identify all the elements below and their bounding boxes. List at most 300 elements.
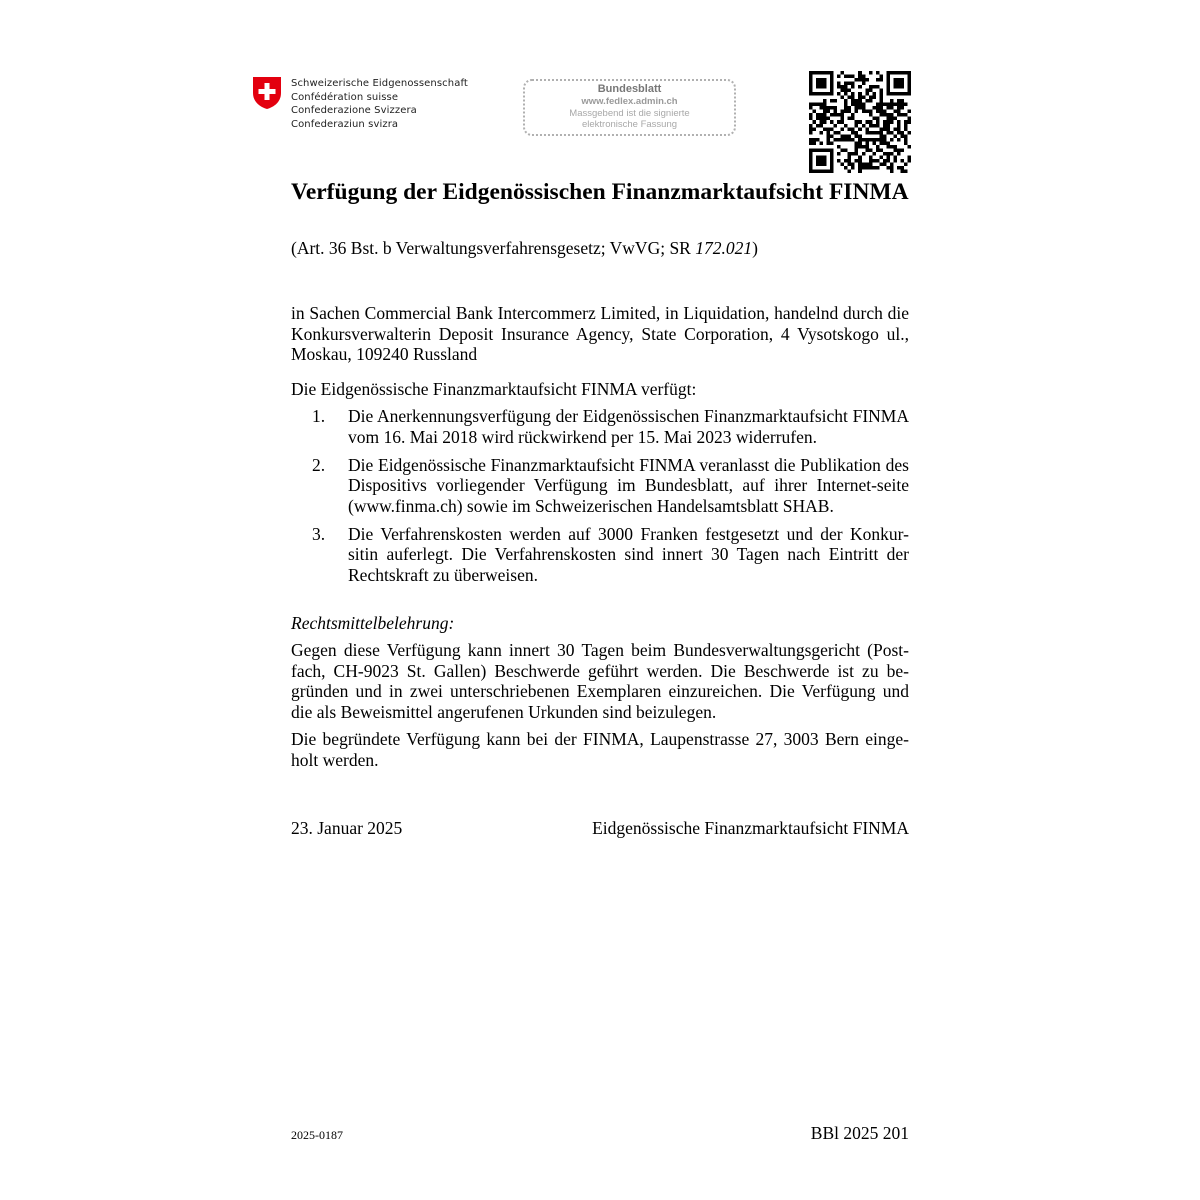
qr-module: [837, 82, 841, 86]
qr-module: [865, 141, 869, 145]
qr-module: [865, 148, 869, 152]
qr-module: [886, 89, 890, 93]
qr-module: [841, 96, 845, 100]
qr-module: [848, 117, 852, 121]
qr-module: [900, 113, 904, 117]
qr-module: [851, 99, 855, 103]
qr-module: [858, 166, 862, 170]
qr-module: [823, 169, 827, 173]
qr-module: [897, 92, 901, 96]
begruendung-paragraph: Die begründete Verfügung kann bei der FINMA, Laupenstrasse 27, 3003 Bern einge-holt werden.: [291, 729, 909, 770]
qr-module: [869, 162, 873, 166]
qr-module: [844, 99, 848, 103]
item-text: Die Verfahrenskosten werden auf 3000 Franken festgesetzt und der Konkur-sitin auferlegt. Die Verfahrenskosten sind innert 30 Tagen nach Eintritt der Rechtskraft zu überweisen.: [348, 523, 909, 585]
qr-module: [851, 103, 855, 107]
qr-module: [834, 113, 838, 117]
qr-module: [823, 82, 827, 86]
qr-module: [897, 82, 901, 86]
qr-module: [865, 131, 869, 135]
qr-module: [858, 127, 862, 131]
qr-module: [827, 71, 831, 75]
qr-module: [869, 159, 873, 163]
qr-module: [869, 99, 873, 103]
qr-module: [858, 106, 862, 110]
qr-module: [834, 99, 838, 103]
qr-module: [879, 127, 883, 131]
qr-code-icon: [809, 71, 911, 173]
qr-module: [869, 131, 873, 135]
qr-module: [900, 166, 904, 170]
qr-module: [858, 169, 862, 173]
qr-module: [858, 85, 862, 89]
qr-module: [897, 152, 901, 156]
qr-module: [837, 152, 841, 156]
qr-module: [809, 152, 813, 156]
qr-module: [907, 89, 911, 93]
qr-module: [858, 96, 862, 100]
qr-module: [809, 75, 813, 79]
bundesblatt-stamp: [523, 79, 736, 136]
list-item: [291, 455, 909, 517]
qr-module: [865, 78, 869, 82]
qr-module: [809, 113, 813, 117]
qr-module: [851, 75, 855, 79]
item-number: 3.: [312, 523, 326, 544]
qr-module: [886, 127, 890, 131]
qr-module: [834, 106, 838, 110]
qr-module: [855, 152, 859, 156]
qr-module: [904, 120, 908, 124]
qr-module: [862, 162, 866, 166]
qr-module: [823, 78, 827, 82]
qr-module: [886, 113, 890, 117]
qr-module: [858, 92, 862, 96]
qr-module: [904, 134, 908, 138]
decree-intro: Die Eidgenössische Finanzmarktaufsicht FINMA verfügt:: [291, 379, 697, 399]
qr-module: [879, 113, 883, 117]
qr-module: [862, 106, 866, 110]
qr-module: [830, 99, 834, 103]
qr-module: [876, 138, 880, 142]
qr-module: [862, 110, 866, 114]
qr-module: [897, 127, 901, 131]
qr-module: [904, 169, 908, 173]
qr-module: [890, 117, 894, 121]
qr-module: [883, 127, 887, 131]
qr-module: [827, 138, 831, 142]
swiss-coat-of-arms-icon: [252, 76, 282, 110]
qr-module: [830, 82, 834, 86]
qr-module: [876, 117, 880, 121]
qr-module: [827, 127, 831, 131]
qr-module: [869, 85, 873, 89]
qr-module: [813, 110, 817, 114]
qr-module: [844, 124, 848, 128]
item-number: 2.: [312, 454, 326, 475]
qr-module: [879, 92, 883, 96]
qr-module: [865, 120, 869, 124]
stamp-title: Bundesblatt: [597, 83, 662, 95]
qr-module: [869, 155, 873, 159]
qr-module: [830, 166, 834, 170]
qr-module: [844, 110, 848, 114]
qr-module: [823, 148, 827, 152]
qr-module: [890, 99, 894, 103]
qr-module: [841, 138, 845, 142]
qr-module: [897, 71, 901, 75]
qr-module: [837, 138, 841, 142]
qr-module: [897, 110, 901, 114]
qr-module: [876, 78, 880, 82]
qr-module: [890, 145, 894, 149]
item-text: Die Anerkennungsverfügung der Eidgenössischen Finanzmarktaufsicht FINMA vom 16. Mai 2018 wird rückwirkend per 15. Mai 2023 widerrufen.: [348, 406, 909, 447]
qr-module: [823, 99, 827, 103]
qr-module: [890, 152, 894, 156]
qr-module: [879, 148, 883, 152]
qr-module: [883, 134, 887, 138]
qr-module: [820, 124, 824, 128]
qr-module: [886, 117, 890, 121]
qr-module: [813, 71, 817, 75]
qr-module: [855, 110, 859, 114]
qr-module: [837, 113, 841, 117]
qr-module: [893, 85, 897, 89]
qr-module: [813, 148, 817, 152]
qr-module: [809, 117, 813, 121]
qr-module: [855, 131, 859, 135]
qr-module: [820, 159, 824, 163]
qr-module: [890, 113, 894, 117]
qr-module: [858, 155, 862, 159]
qr-module: [858, 99, 862, 103]
qr-module: [848, 134, 852, 138]
qr-module: [816, 82, 820, 86]
qr-module: [848, 169, 852, 173]
qr-module: [851, 85, 855, 89]
qr-module: [816, 71, 820, 75]
qr-module: [823, 113, 827, 117]
qr-module: [872, 117, 876, 121]
qr-module: [869, 113, 873, 117]
qr-module: [809, 155, 813, 159]
qr-module: [883, 152, 887, 156]
qr-module: [823, 92, 827, 96]
qr-module: [862, 103, 866, 107]
qr-module: [837, 85, 841, 89]
qr-module: [890, 166, 894, 170]
qr-module: [816, 117, 820, 121]
qr-module: [820, 141, 824, 145]
qr-module: [879, 106, 883, 110]
qr-module: [879, 99, 883, 103]
qr-module: [858, 120, 862, 124]
qr-module: [876, 110, 880, 114]
in-sachen-paragraph: in Sachen Commercial Bank Intercommerz Limited, in Liquidation, handelnd durch die Konkursverwalterin Deposit Insurance Agency, State Corporation, 4 Vysotskogo ul., Moskau, 109240 Russland: [291, 303, 909, 364]
qr-module: [865, 138, 869, 142]
qr-module: [855, 148, 859, 152]
qr-module: [904, 162, 908, 166]
qr-module: [886, 106, 890, 110]
qr-module: [907, 117, 911, 121]
qr-module: [834, 138, 838, 142]
qr-module: [907, 82, 911, 86]
list-item: [291, 524, 909, 586]
qr-module: [813, 138, 817, 142]
qr-module: [890, 120, 894, 124]
page-subtitle: [291, 237, 758, 259]
qr-module: [837, 92, 841, 96]
qr-module: [823, 106, 827, 110]
qr-module: [820, 120, 824, 124]
qr-module: [900, 134, 904, 138]
stamp-url[interactable]: www.fedlex.admin.ch: [581, 96, 678, 107]
qr-module: [869, 96, 873, 100]
qr-module: [907, 85, 911, 89]
qr-module: [809, 162, 813, 166]
qr-module: [816, 92, 820, 96]
qr-module: [883, 124, 887, 128]
qr-module: [876, 71, 880, 75]
qr-module: [823, 120, 827, 124]
qr-module: [820, 106, 824, 110]
qr-module: [869, 89, 873, 93]
decree-date: 23. Januar 2025: [291, 818, 403, 838]
qr-module: [858, 141, 862, 145]
qr-module: [862, 75, 866, 79]
qr-module: [900, 131, 904, 135]
qr-module: [886, 75, 890, 79]
qr-module: [869, 71, 873, 75]
qr-module: [834, 131, 838, 135]
qr-module: [816, 148, 820, 152]
qr-module: [858, 162, 862, 166]
qr-module: [883, 162, 887, 166]
qr-module: [865, 145, 869, 149]
qr-module: [890, 162, 894, 166]
qr-module: [816, 124, 820, 128]
qr-module: [841, 127, 845, 131]
qr-module: [820, 85, 824, 89]
item-number: 1.: [312, 406, 326, 426]
qr-module: [872, 131, 876, 135]
qr-module: [830, 155, 834, 159]
qr-module: [827, 169, 831, 173]
qr-module: [897, 166, 901, 170]
qr-module: [900, 106, 904, 110]
qr-module: [820, 169, 824, 173]
qr-module: [869, 124, 873, 128]
qr-module: [809, 85, 813, 89]
qr-module: [855, 159, 859, 163]
qr-module: [900, 82, 904, 86]
qr-module: [886, 92, 890, 96]
qr-module: [897, 148, 901, 152]
qr-module: [809, 89, 813, 93]
stamp-note-line1: Massgebend ist die signierte: [569, 108, 690, 119]
qr-module: [879, 89, 883, 93]
qr-module: [904, 124, 908, 128]
qr-module: [816, 162, 820, 166]
qr-module: [820, 71, 824, 75]
qr-module: [841, 113, 845, 117]
qr-module: [890, 138, 894, 142]
qr-module: [893, 71, 897, 75]
qr-module: [879, 110, 883, 114]
qr-module: [893, 148, 897, 152]
qr-module: [879, 155, 883, 159]
qr-module: [844, 75, 848, 79]
qr-module: [844, 134, 848, 138]
qr-module: [816, 113, 820, 117]
qr-module: [823, 117, 827, 121]
qr-module: [848, 127, 852, 131]
qr-module: [900, 71, 904, 75]
qr-module: [876, 159, 880, 163]
qr-module: [886, 152, 890, 156]
qr-module: [897, 113, 901, 117]
qr-module: [907, 159, 911, 163]
qr-module: [820, 148, 824, 152]
qr-module: [890, 92, 894, 96]
qr-module: [827, 141, 831, 145]
qr-module: [809, 71, 813, 75]
qr-module: [820, 131, 824, 135]
qr-module: [809, 166, 813, 170]
qr-module: [841, 120, 845, 124]
qr-module: [879, 103, 883, 107]
qr-module: [844, 85, 848, 89]
qr-module: [830, 106, 834, 110]
qr-module: [820, 155, 824, 159]
qr-module: [886, 145, 890, 149]
qr-module: [858, 78, 862, 82]
qr-module: [820, 117, 824, 121]
qr-module: [813, 169, 817, 173]
qr-module: [827, 92, 831, 96]
qr-module: [809, 106, 813, 110]
qr-module: [848, 159, 852, 163]
issuing-authority: Eidgenössische Finanzmarktaufsicht FINMA: [592, 818, 909, 838]
qr-module: [886, 120, 890, 124]
qr-module: [900, 92, 904, 96]
qr-module: [897, 124, 901, 128]
qr-module: [809, 169, 813, 173]
qr-module: [851, 82, 855, 86]
qr-module: [837, 159, 841, 163]
rechtsmittel-heading: Rechtsmittelbelehrung:: [291, 613, 455, 633]
qr-module: [844, 82, 848, 86]
qr-module: [872, 166, 876, 170]
qr-module: [809, 103, 813, 107]
qr-module: [841, 71, 845, 75]
qr-module: [862, 152, 866, 156]
qr-module: [837, 120, 841, 124]
qr-module: [809, 138, 813, 142]
qr-module: [855, 99, 859, 103]
qr-module: [872, 106, 876, 110]
qr-module: [837, 131, 841, 135]
qr-module: [809, 127, 813, 131]
qr-module: [830, 159, 834, 163]
qr-module: [879, 162, 883, 166]
qr-module: [890, 169, 894, 173]
qr-module: [883, 159, 887, 163]
qr-module: [816, 103, 820, 107]
qr-module: [851, 138, 855, 142]
qr-module: [830, 113, 834, 117]
qr-module: [830, 141, 834, 145]
qr-module: [883, 103, 887, 107]
qr-module: [830, 162, 834, 166]
qr-module: [897, 106, 901, 110]
qr-module: [855, 78, 859, 82]
qr-module: [844, 89, 848, 93]
qr-module: [900, 148, 904, 152]
qr-module: [886, 85, 890, 89]
qr-module: [876, 148, 880, 152]
qr-module: [879, 75, 883, 79]
qr-module: [904, 141, 908, 145]
qr-module: [862, 96, 866, 100]
qr-module: [900, 78, 904, 82]
qr-module: [848, 96, 852, 100]
qr-module: [890, 106, 894, 110]
qr-module: [813, 141, 817, 145]
qr-module: [855, 120, 859, 124]
qr-module: [879, 131, 883, 135]
qr-module: [844, 166, 848, 170]
qr-module: [904, 113, 908, 117]
qr-module: [823, 127, 827, 131]
qr-module: [809, 131, 813, 135]
qr-module: [858, 103, 862, 107]
qr-module: [876, 103, 880, 107]
qr-module: [809, 124, 813, 128]
bbl-reference: BBl 2025 201: [810, 1123, 909, 1143]
qr-module: [872, 138, 876, 142]
qr-module: [886, 124, 890, 128]
qr-module: [830, 134, 834, 138]
qr-module: [809, 92, 813, 96]
qr-module: [876, 166, 880, 170]
qr-module: [823, 103, 827, 107]
qr-module: [816, 85, 820, 89]
qr-module: [858, 145, 862, 149]
qr-module: [876, 120, 880, 124]
qr-module: [844, 92, 848, 96]
decree-items-list: [291, 406, 909, 593]
qr-module: [830, 169, 834, 173]
qr-module: [872, 124, 876, 128]
qr-module: [827, 148, 831, 152]
qr-module: [830, 75, 834, 79]
qr-module: [862, 138, 866, 142]
qr-module: [893, 117, 897, 121]
qr-module: [858, 159, 862, 163]
qr-module: [879, 96, 883, 100]
qr-module: [848, 82, 852, 86]
qr-module: [865, 110, 869, 114]
qr-module: [886, 141, 890, 145]
qr-module: [862, 78, 866, 82]
stamp-note-line2: elektronische Fassung: [581, 119, 678, 130]
qr-module: [862, 124, 866, 128]
qr-module: [904, 71, 908, 75]
qr-module: [851, 117, 855, 121]
qr-module: [886, 166, 890, 170]
qr-module: [816, 155, 820, 159]
qr-module: [907, 145, 911, 149]
